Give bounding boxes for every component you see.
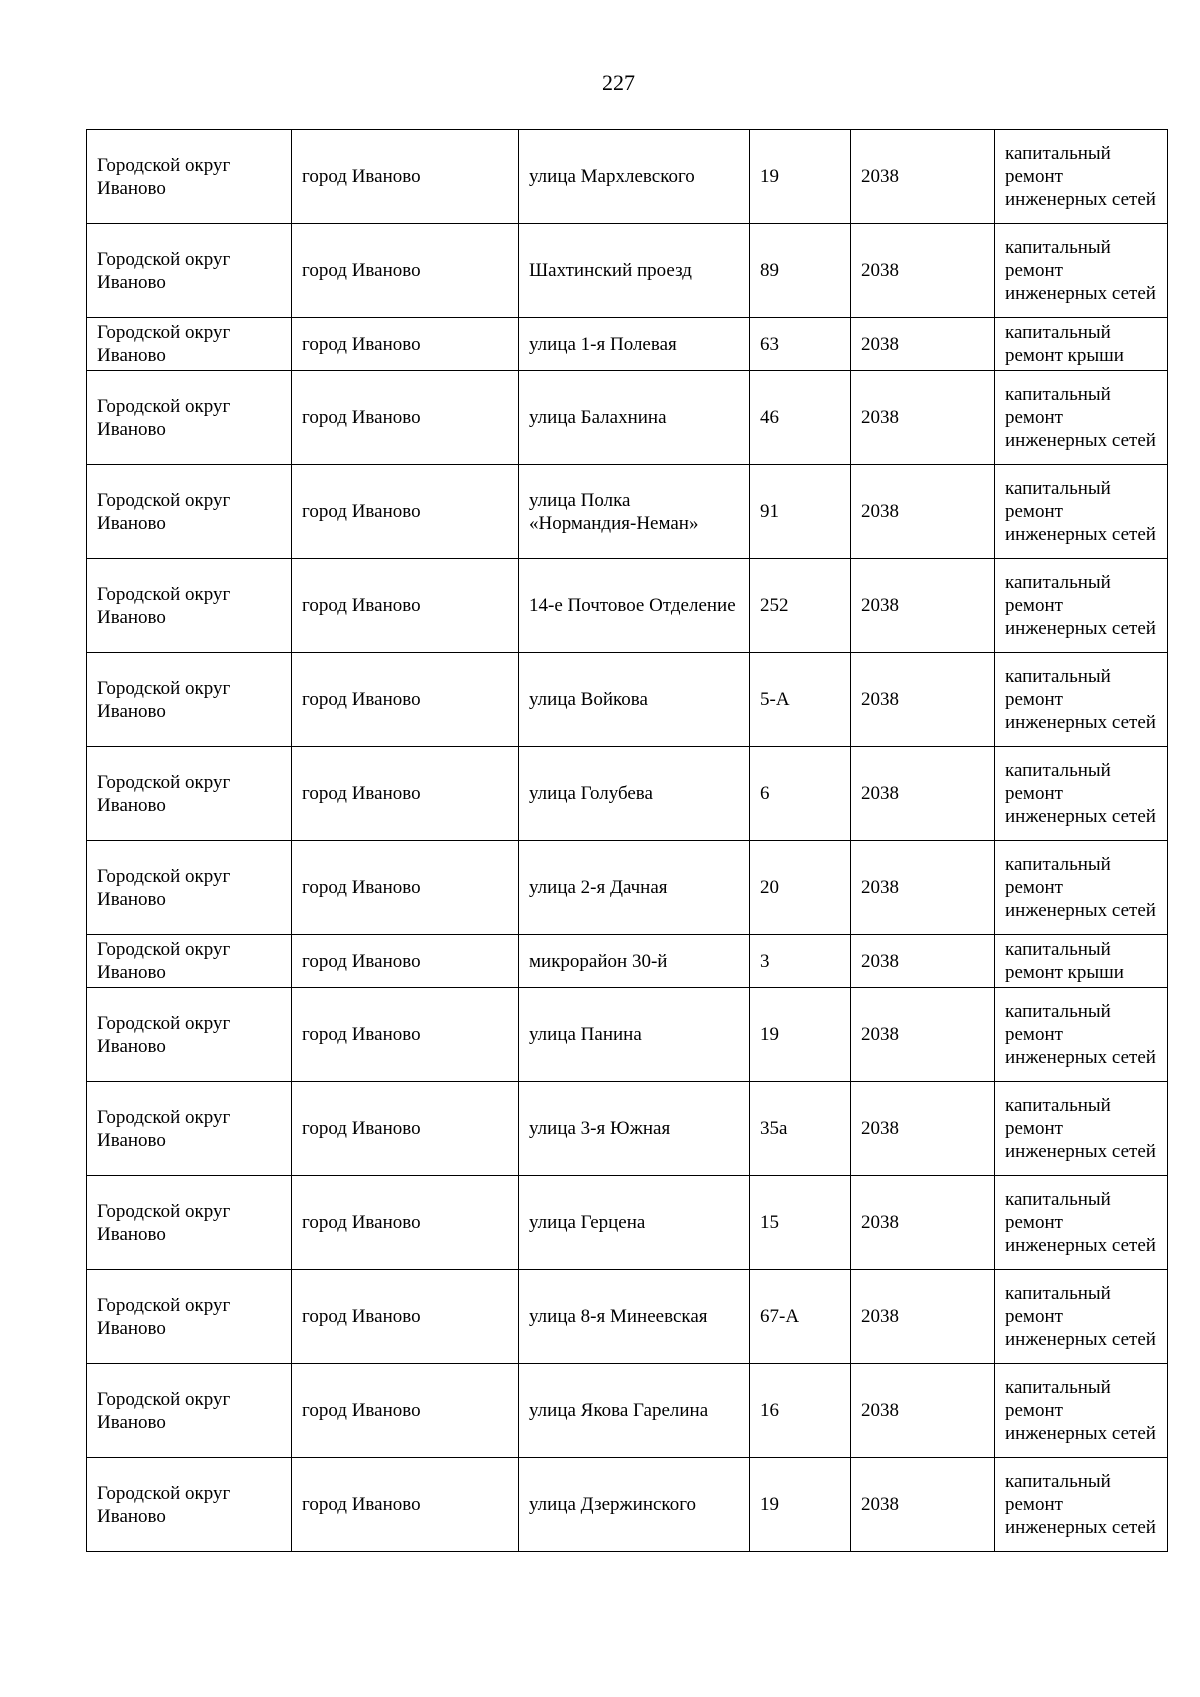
table-row: [87, 318, 1168, 371]
table-row: [87, 1082, 1168, 1176]
cell-street: улица 8-я Минеевская: [519, 1270, 750, 1364]
cell-work-type: капитальный ремонт инженерных сетей: [995, 841, 1168, 935]
table-row: [87, 1458, 1168, 1552]
cell-street: Шахтинский проезд: [519, 224, 750, 318]
cell-work-type: капитальный ремонт инженерных сетей: [995, 1176, 1168, 1270]
cell-work-type: капитальный ремонт инженерных сетей: [995, 371, 1168, 465]
cell-year: 2038: [851, 1176, 995, 1270]
cell-work-type: капитальный ремонт крыши: [995, 318, 1168, 371]
cell-municipality: Городской округ Иваново: [87, 1364, 292, 1458]
cell-house-number: 89: [750, 224, 851, 318]
cell-street: 14-е Почтовое Отделение: [519, 559, 750, 653]
cell-work-type: капитальный ремонт инженерных сетей: [995, 747, 1168, 841]
cell-settlement: город Иваново: [292, 559, 519, 653]
cell-house-number: 5-А: [750, 653, 851, 747]
cell-work-type: капитальный ремонт инженерных сетей: [995, 224, 1168, 318]
table-row: [87, 841, 1168, 935]
cell-house-number: 20: [750, 841, 851, 935]
cell-municipality: Городской округ Иваново: [87, 988, 292, 1082]
cell-house-number: 15: [750, 1176, 851, 1270]
cell-year: 2038: [851, 371, 995, 465]
cell-settlement: город Иваново: [292, 318, 519, 371]
cell-work-type: капитальный ремонт инженерных сетей: [995, 130, 1168, 224]
cell-year: 2038: [851, 935, 995, 988]
cell-settlement: город Иваново: [292, 465, 519, 559]
cell-street: улица Голубева: [519, 747, 750, 841]
cell-municipality: Городской округ Иваново: [87, 318, 292, 371]
cell-street: микрорайон 30-й: [519, 935, 750, 988]
cell-work-type: капитальный ремонт инженерных сетей: [995, 1364, 1168, 1458]
cell-municipality: Городской округ Иваново: [87, 747, 292, 841]
cell-municipality: Городской округ Иваново: [87, 371, 292, 465]
cell-work-type: капитальный ремонт инженерных сетей: [995, 1270, 1168, 1364]
cell-settlement: город Иваново: [292, 1270, 519, 1364]
cell-house-number: 67-А: [750, 1270, 851, 1364]
cell-year: 2038: [851, 465, 995, 559]
table-row: [87, 1270, 1168, 1364]
cell-year: 2038: [851, 318, 995, 371]
cell-year: 2038: [851, 559, 995, 653]
cell-work-type: капитальный ремонт инженерных сетей: [995, 465, 1168, 559]
table-row: [87, 747, 1168, 841]
table-row: [87, 559, 1168, 653]
cell-municipality: Городской округ Иваново: [87, 1176, 292, 1270]
table-row: [87, 988, 1168, 1082]
table-body: [87, 130, 1168, 1552]
cell-settlement: город Иваново: [292, 224, 519, 318]
cell-year: 2038: [851, 1458, 995, 1552]
cell-street: улица Войкова: [519, 653, 750, 747]
cell-municipality: Городской округ Иваново: [87, 130, 292, 224]
cell-year: 2038: [851, 653, 995, 747]
cell-house-number: 63: [750, 318, 851, 371]
cell-work-type: капитальный ремонт инженерных сетей: [995, 1458, 1168, 1552]
cell-municipality: Городской округ Иваново: [87, 1082, 292, 1176]
cell-year: 2038: [851, 224, 995, 318]
cell-settlement: город Иваново: [292, 935, 519, 988]
cell-street: улица Герцена: [519, 1176, 750, 1270]
cell-house-number: 91: [750, 465, 851, 559]
cell-house-number: 19: [750, 1458, 851, 1552]
cell-settlement: город Иваново: [292, 371, 519, 465]
cell-settlement: город Иваново: [292, 841, 519, 935]
cell-work-type: капитальный ремонт инженерных сетей: [995, 653, 1168, 747]
cell-year: 2038: [851, 1082, 995, 1176]
table-row: [87, 465, 1168, 559]
cell-municipality: Городской округ Иваново: [87, 224, 292, 318]
cell-street: улица Якова Гарелина: [519, 1364, 750, 1458]
cell-year: 2038: [851, 988, 995, 1082]
cell-work-type: капитальный ремонт крыши: [995, 935, 1168, 988]
cell-year: 2038: [851, 747, 995, 841]
cell-year: 2038: [851, 841, 995, 935]
cell-settlement: город Иваново: [292, 1082, 519, 1176]
cell-municipality: Городской округ Иваново: [87, 935, 292, 988]
cell-house-number: 19: [750, 130, 851, 224]
cell-municipality: Городской округ Иваново: [87, 841, 292, 935]
housing-repair-table: [86, 129, 1168, 1552]
cell-house-number: 252: [750, 559, 851, 653]
table-row: [87, 653, 1168, 747]
cell-year: 2038: [851, 130, 995, 224]
cell-street: улица 2-я Дачная: [519, 841, 750, 935]
cell-house-number: 16: [750, 1364, 851, 1458]
cell-street: улица Мархлевского: [519, 130, 750, 224]
table-row: [87, 1364, 1168, 1458]
cell-municipality: Городской округ Иваново: [87, 465, 292, 559]
cell-house-number: 35а: [750, 1082, 851, 1176]
cell-street: улица 1-я Полевая: [519, 318, 750, 371]
cell-house-number: 19: [750, 988, 851, 1082]
cell-settlement: город Иваново: [292, 1364, 519, 1458]
table-row: [87, 130, 1168, 224]
cell-municipality: Городской округ Иваново: [87, 653, 292, 747]
cell-settlement: город Иваново: [292, 1176, 519, 1270]
cell-settlement: город Иваново: [292, 988, 519, 1082]
cell-street: улица Балахнина: [519, 371, 750, 465]
cell-municipality: Городской округ Иваново: [87, 1270, 292, 1364]
cell-house-number: 6: [750, 747, 851, 841]
table-row: [87, 371, 1168, 465]
cell-street: улица Панина: [519, 988, 750, 1082]
cell-settlement: город Иваново: [292, 130, 519, 224]
cell-municipality: Городской округ Иваново: [87, 1458, 292, 1552]
cell-street: улица 3-я Южная: [519, 1082, 750, 1176]
cell-settlement: город Иваново: [292, 1458, 519, 1552]
cell-street: улица Полка «Нормандия-Неман»: [519, 465, 750, 559]
cell-house-number: 46: [750, 371, 851, 465]
cell-settlement: город Иваново: [292, 747, 519, 841]
cell-house-number: 3: [750, 935, 851, 988]
table-row: [87, 1176, 1168, 1270]
cell-settlement: город Иваново: [292, 653, 519, 747]
page-number: 227: [602, 70, 635, 95]
table-row: [87, 224, 1168, 318]
table-row: [87, 935, 1168, 988]
cell-work-type: капитальный ремонт инженерных сетей: [995, 1082, 1168, 1176]
cell-work-type: капитальный ремонт инженерных сетей: [995, 988, 1168, 1082]
cell-municipality: Городской округ Иваново: [87, 559, 292, 653]
cell-year: 2038: [851, 1364, 995, 1458]
cell-work-type: капитальный ремонт инженерных сетей: [995, 559, 1168, 653]
cell-street: улица Дзержинского: [519, 1458, 750, 1552]
cell-year: 2038: [851, 1270, 995, 1364]
